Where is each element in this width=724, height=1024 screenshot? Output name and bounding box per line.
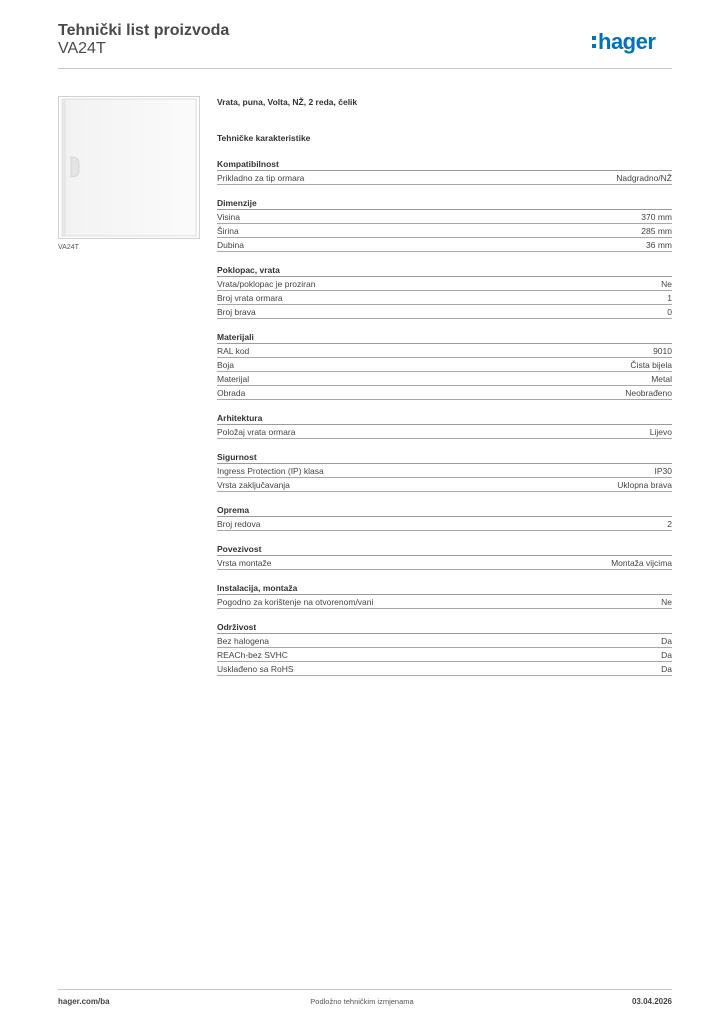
spec-groups bbox=[217, 158, 672, 676]
footer-website: hager.com/ba bbox=[58, 997, 110, 1006]
spec-value: Metal bbox=[651, 374, 672, 384]
spec-row bbox=[217, 595, 672, 609]
spec-label: Prikladno za tip ormara bbox=[217, 173, 305, 183]
footer-date: 03.04.2026 bbox=[631, 997, 672, 1006]
spec-group bbox=[217, 264, 672, 319]
spec-group bbox=[217, 412, 672, 439]
spec-value: Da bbox=[661, 650, 672, 660]
product-image bbox=[58, 96, 200, 239]
spec-value: 285 mm bbox=[641, 226, 672, 236]
spec-row bbox=[217, 662, 672, 676]
spec-value: Neobrađeno bbox=[625, 388, 672, 398]
spec-label: Ingress Protection (IP) klasa bbox=[217, 466, 324, 476]
spec-group bbox=[217, 451, 672, 492]
specifications bbox=[217, 96, 672, 676]
spec-label: Materijal bbox=[217, 374, 250, 384]
spec-label: Vrata/poklopac je proziran bbox=[217, 279, 316, 289]
spec-group bbox=[217, 331, 672, 400]
group-title: Povezivost bbox=[217, 543, 672, 556]
group-title: Dimenzije bbox=[217, 197, 672, 210]
spec-row bbox=[217, 277, 672, 291]
spec-label: Položaj vrata ormara bbox=[217, 427, 296, 437]
group-title: Održivost bbox=[217, 621, 672, 634]
spec-row bbox=[217, 171, 672, 185]
spec-row bbox=[217, 344, 672, 358]
spec-value: Ne bbox=[661, 279, 672, 289]
group-title: Oprema bbox=[217, 504, 672, 517]
spec-value: 0 bbox=[667, 307, 672, 317]
spec-group bbox=[217, 504, 672, 531]
spec-value: Čista bijela bbox=[630, 360, 672, 370]
spec-group bbox=[217, 197, 672, 252]
spec-row bbox=[217, 556, 672, 570]
spec-row bbox=[217, 210, 672, 224]
spec-row bbox=[217, 517, 672, 531]
spec-group bbox=[217, 543, 672, 570]
spec-value: Ne bbox=[661, 597, 672, 607]
spec-value: Lijevo bbox=[649, 427, 672, 437]
group-title: Arhitektura bbox=[217, 412, 672, 425]
brand-name: hager bbox=[598, 29, 656, 54]
spec-label: Broj redova bbox=[217, 519, 261, 529]
spec-label: REACh-bez SVHC bbox=[217, 650, 288, 660]
spec-label: Vrsta montaže bbox=[217, 558, 272, 568]
spec-row bbox=[217, 305, 672, 319]
spec-row bbox=[217, 464, 672, 478]
spec-label: RAL kod bbox=[217, 346, 250, 356]
spec-group bbox=[217, 621, 672, 676]
group-title: Sigurnost bbox=[217, 451, 672, 464]
spec-row bbox=[217, 425, 672, 439]
spec-label: Dubina bbox=[217, 240, 244, 250]
hager-logo bbox=[592, 28, 672, 58]
product-code: VA24T bbox=[58, 40, 106, 57]
group-title: Materijali bbox=[217, 331, 672, 344]
spec-value: Montaža vijcima bbox=[611, 558, 672, 568]
spec-label: Obrada bbox=[217, 388, 246, 398]
spec-value: 370 mm bbox=[641, 212, 672, 222]
spec-row bbox=[217, 238, 672, 252]
spec-row bbox=[217, 372, 672, 386]
spec-row bbox=[217, 634, 672, 648]
spec-value: Da bbox=[661, 664, 672, 674]
product-description: Vrata, puna, Volta, NŽ, 2 reda, čelik bbox=[217, 97, 358, 107]
section-title: Tehničke karakteristike bbox=[217, 133, 311, 143]
spec-row bbox=[217, 478, 672, 492]
spec-label: Broj vrata ormara bbox=[217, 293, 283, 303]
spec-label: Usklađeno sa RoHS bbox=[217, 664, 294, 674]
spec-row bbox=[217, 291, 672, 305]
spec-group bbox=[217, 158, 672, 185]
spec-value: Uklopna brava bbox=[617, 480, 672, 490]
header-divider bbox=[58, 68, 672, 69]
spec-row bbox=[217, 224, 672, 238]
spec-value: 36 mm bbox=[646, 240, 672, 250]
spec-group bbox=[217, 582, 672, 609]
footer-divider bbox=[58, 989, 672, 990]
group-title: Poklopac, vrata bbox=[217, 264, 672, 277]
spec-value: 2 bbox=[667, 519, 672, 529]
spec-value: Da bbox=[661, 636, 672, 646]
spec-label: Širina bbox=[217, 226, 239, 236]
spec-label: Broj brava bbox=[217, 307, 256, 317]
spec-label: Visina bbox=[217, 212, 240, 222]
spec-label: Bez halogena bbox=[217, 636, 269, 646]
spec-value: Nadgradno/NŽ bbox=[616, 173, 672, 183]
group-title: Instalacija, montaža bbox=[217, 582, 672, 595]
spec-value: IP30 bbox=[654, 466, 672, 476]
spec-label: Pogodno za korištenje na otvorenom/vani bbox=[217, 597, 374, 607]
document-title: Tehnički list proizvoda bbox=[58, 22, 230, 39]
group-title: Kompatibilnost bbox=[217, 158, 672, 171]
spec-row bbox=[217, 648, 672, 662]
spec-label: Vrsta zaključavanja bbox=[217, 480, 290, 490]
document-header bbox=[58, 20, 672, 70]
spec-label: Boja bbox=[217, 360, 235, 370]
footer-notice: Podložno tehničkim izmjenama bbox=[310, 997, 414, 1006]
spec-row bbox=[217, 386, 672, 400]
spec-value: 1 bbox=[667, 293, 672, 303]
image-caption: VA24T bbox=[58, 244, 79, 251]
spec-row bbox=[217, 358, 672, 372]
spec-value: 9010 bbox=[653, 346, 672, 356]
